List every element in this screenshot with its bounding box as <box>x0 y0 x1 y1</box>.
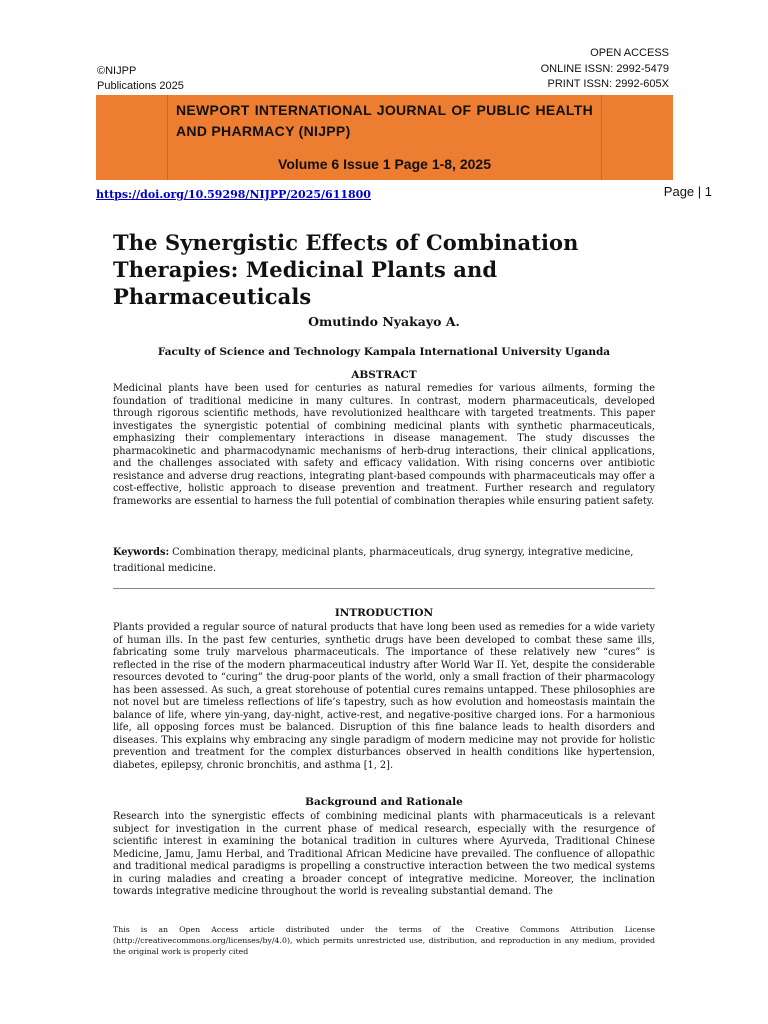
license-footer: This is an Open Access article distributed under the terms of the Creative Commons Attribution License (http://creativecommons.org/licenses/by/4.0), which permits unrestricted use, distribution, and reproduction in any medium, provided the original work is properly cited <box>113 925 655 956</box>
keywords-label: Keywords: <box>113 547 170 558</box>
background-text: Research into the synergistic effects of combining medicinal plants with pharmaceuticals is a relevant subject for investigation in the current phase of medical research, especially with the resurgence of scientific interest in examining the botanical tradition in cultures where Ayurveda, Traditional Chinese Medicine, Jamu, Jamu Herbal, and Traditional African Medicine have prevailed. The confluence of allopathic and traditional medical paradigms is propelling a constructive interaction between the two medical systems in curing maladies and creating a broader concept of integrative medicine. Moreover, the inclination towards integrative medicine throughout the world is revealing substantial demand. The <box>113 811 655 897</box>
page-number: Page | 1 <box>663 184 712 199</box>
issn-info <box>541 46 669 93</box>
introduction-heading: INTRODUCTION <box>334 607 434 619</box>
abstract-heading: ABSTRACT <box>351 369 417 381</box>
keywords-list: Combination therapy, medicinal plants, pharmaceuticals, drug synergy, integrative medicine, traditional medicine. <box>113 547 634 574</box>
online-issn: ONLINE ISSN: 2992-5479 <box>540 62 669 75</box>
publisher-info <box>97 64 184 94</box>
abstract-text: Medicinal plants have been used for centuries as natural remedies for various ailments, forming the foundation of traditional medicine in many cultures. In contrast, modern pharmaceuticals, developed through rigorous scientific methods, have revolutionized healthcare with targeted treatments. This paper investigates the synergistic potential of combining medicinal plants with synthetic pharmaceuticals, emphasizing their complementary interactions in disease management. The study discusses the pharmacokinetic and pharmacodynamic mechanisms of herb-drug interactions, their clinical applications, and the challenges associated with safety and efficacy validation. With rising concerns over antibiotic resistance and adverse drug reactions, integrating plant-based compounds with pharmaceuticals may offer a cost-effective, holistic approach to disease prevention and treatment. Further research and regulatory frameworks are essential to harness the full potential of combination therapies while ensuring patient safety. <box>113 383 655 507</box>
author-name: Omutindo Nyakayo A. <box>308 314 460 329</box>
article-title: The Synergistic Effects of Combination Therapies: Medicinal Plants and Pharmaceuticals <box>113 230 579 309</box>
publications-year: Publications 2025 <box>97 80 184 92</box>
journal-name: NEWPORT INTERNATIONAL JOURNAL OF PUBLIC HEALTH AND PHARMACY (NIJPP) <box>176 102 593 139</box>
author-affiliation: Faculty of Science and Technology Kampala International University Uganda <box>157 346 611 358</box>
open-access-label: OPEN ACCESS <box>590 47 669 59</box>
volume-info: Volume 6 Issue 1 Page 1-8, 2025 <box>278 156 491 172</box>
copyright-text: ©NIJPP <box>97 65 137 77</box>
keywords <box>113 545 655 577</box>
print-issn: PRINT ISSN: 2992-605X <box>547 78 669 90</box>
journal-banner-box <box>167 95 602 180</box>
introduction-text: Plants provided a regular source of natural products that have long been used as remedies for a wide variety of human ills. In the past few centuries, synthetic drugs have been developed to combat these same ills, fabricating some truly marvelous pharmaceuticals. The importance of these relatively new “cures” is reflected in the rise of the modern pharmaceutical industry after World War II. Yet, despite the considerable resources devoted to “curing” the drug-poor plants of the world, only a small fraction of their pharmacology has been assessed. As such, a great storehouse of potential cures remains untapped. These philosophies are not novel but are timeless reflections of life’s tapestry, such as how evolution and homeostasis maintain the balance of life, where yin-yang, day-night, active-rest, and negative-positive charged ions. For a harmonious life, all opposing forces must be balanced. Disruption of this fine balance leads to health disorders and diseases. This explains why embracing any single paradigm of modern medicine may not provide for holistic prevention and treatment for the complex disturbances observed in health conditions like hypertension, diabetes, epilepsy, chronic bronchitis, and asthma [1, 2]. <box>113 622 655 771</box>
doi-link[interactable]: https://doi.org/10.59298/NIJPP/2025/611800 <box>96 188 371 201</box>
background-heading: Background and Rationale <box>305 796 463 808</box>
section-divider <box>113 588 655 589</box>
